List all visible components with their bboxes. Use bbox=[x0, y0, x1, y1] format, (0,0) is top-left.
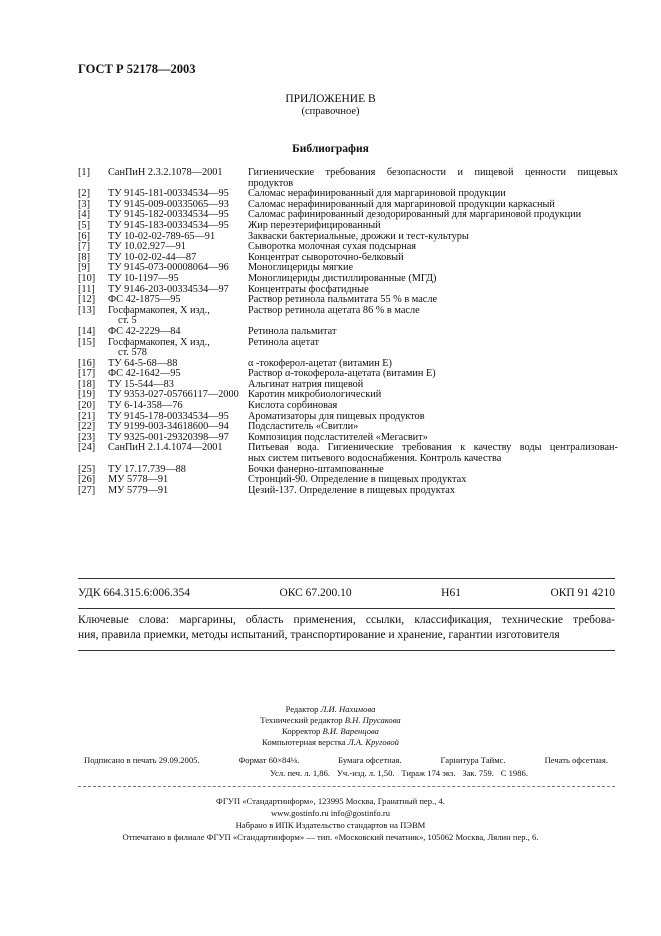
item-code-text: ТУ 64-5-68—88 bbox=[108, 357, 178, 369]
item-description-text: Раствор ретинола ацетата 86 % в масле bbox=[248, 304, 420, 316]
item-description bbox=[248, 338, 618, 359]
copies: Тираж 174 экз. bbox=[401, 768, 456, 778]
item-description-text: Питьевая вода. Гигиенические требования к качеству воды централизован- bbox=[248, 442, 618, 454]
item-description-text: Моноглицериды дистиллированные (МГД) bbox=[248, 272, 437, 284]
item-code-text: ТУ 9145-009-00335065—93 bbox=[108, 198, 229, 210]
item-description-text: Моноглицериды мягкие bbox=[248, 262, 354, 274]
item-code-text: ТУ 10.02.927—91 bbox=[108, 241, 186, 253]
item-number: [1] bbox=[78, 167, 91, 178]
typeface: Гарнитура Таймс. bbox=[440, 755, 506, 765]
item-code-text: ТУ 15-544—83 bbox=[108, 378, 174, 390]
item-code-text: ТУ 9145-182-00334534—95 bbox=[108, 209, 229, 221]
item-number: [7] bbox=[78, 241, 91, 253]
item-number: [5] bbox=[78, 219, 91, 231]
item-description-cont: продуктов bbox=[248, 177, 294, 189]
item-code bbox=[108, 338, 248, 359]
item-code-text: ТУ 9145-181-00334534—95 bbox=[108, 188, 229, 200]
paper: Бумага офсетная. bbox=[338, 755, 402, 765]
item-number: [9] bbox=[78, 262, 91, 274]
item-code-text: ТУ 9199-003-34618600—94 bbox=[108, 421, 229, 433]
item-code-text: ТУ 10-02-02-789-65—91 bbox=[108, 230, 216, 242]
item-number: [8] bbox=[78, 251, 91, 263]
item-code bbox=[108, 306, 248, 327]
corrector-name: В.И. Варенцова bbox=[322, 726, 379, 736]
item-number: [22] bbox=[78, 421, 96, 433]
item-description-text: Цезий-137. Определение в пищевых продуктах bbox=[248, 484, 456, 496]
item-code-cont: ст. 578 bbox=[118, 347, 147, 359]
item-code bbox=[108, 168, 248, 189]
item-number: [16] bbox=[78, 357, 96, 369]
item-description bbox=[248, 168, 618, 189]
item-code-text: Госфармакопея, X изд., bbox=[108, 304, 210, 316]
item-number: [20] bbox=[78, 400, 96, 412]
bibliography-item bbox=[78, 486, 618, 497]
divider-bottom bbox=[78, 650, 615, 651]
item-number: [23] bbox=[78, 431, 96, 443]
item-description-text: Кислота сорбиновая bbox=[248, 400, 338, 412]
item-description-text: Гигиенические требования безопасности и пищевой ценности пищевых bbox=[248, 167, 618, 178]
item-number: [6] bbox=[78, 230, 91, 242]
item-description-text: Закваски бактериальные, дрожжи и тест-культуры bbox=[248, 230, 469, 242]
item-code-text: ТУ 9146-203-00334534—97 bbox=[108, 283, 229, 295]
item-code-cont: ст. 5 bbox=[118, 315, 137, 327]
item-number: [17] bbox=[78, 368, 96, 380]
tech-editor-label: Технический редактор bbox=[260, 715, 343, 725]
item-description-text: Раствор ретинола пальмитата 55 % в масле bbox=[248, 294, 438, 306]
bibliography-item bbox=[78, 306, 618, 327]
item-code-text: МУ 5779—91 bbox=[108, 484, 169, 496]
footer-printed: Отпечатано в филиале ФГУП «Стандартинформ» — тип. «Московский печатник», 105062 Москва, Лялин пер., 6. bbox=[122, 832, 539, 842]
bibliography-item bbox=[78, 168, 618, 189]
item-description-text: Раствор α-токоферола-ацетата (витамин Е) bbox=[248, 368, 436, 380]
appendix-subtitle: (справочное) bbox=[301, 106, 360, 117]
item-code bbox=[108, 443, 248, 464]
item-description bbox=[248, 306, 618, 327]
item-description-text: Сыворотка молочная сухая подсырная bbox=[248, 241, 417, 253]
print-type: Печать офсетная. bbox=[544, 755, 608, 765]
publishing-info bbox=[84, 754, 608, 780]
item-code-text: Госфармакопея, X изд., bbox=[108, 336, 210, 348]
corrector-label: Корректор bbox=[282, 726, 321, 736]
item-description bbox=[248, 486, 618, 497]
item-code-text: ФС 42-2229—84 bbox=[108, 325, 181, 337]
item-number: [15] bbox=[78, 336, 96, 348]
item-number: [26] bbox=[78, 474, 96, 486]
okp-code: ОКП 91 4210 bbox=[550, 587, 615, 599]
item-number: [2] bbox=[78, 188, 91, 200]
item-number: [10] bbox=[78, 272, 96, 284]
bibliography-item bbox=[78, 443, 618, 464]
item-code-text: ТУ 10-1197—95 bbox=[108, 272, 179, 284]
item-description-text: Жир переэтерифицированный bbox=[248, 219, 381, 231]
item-code-text: ТУ 10-02-02-44—87 bbox=[108, 251, 197, 263]
layout-label: Компьютерная верстка bbox=[262, 737, 346, 747]
item-number: [4] bbox=[78, 209, 91, 221]
divider-top bbox=[78, 578, 615, 579]
item-description-text: Ретинола пальмитат bbox=[248, 325, 337, 337]
editor-name: Л.И. Нахимова bbox=[320, 704, 376, 714]
item-description-text: Ароматизаторы для пищевых продуктов bbox=[248, 410, 425, 422]
item-number: [13] bbox=[78, 304, 96, 316]
item-description-text: α -токоферол-ацетат (витамин Е) bbox=[248, 357, 392, 369]
divider-mid bbox=[78, 608, 615, 609]
footer-typeset: Набрано в ИПК Издательство стандартов на ПЭВМ bbox=[235, 820, 426, 830]
bibliography-list bbox=[78, 168, 618, 496]
group-code: Н61 bbox=[441, 587, 461, 599]
item-code-text: СанПиН 2.3.2.1078—2001 bbox=[108, 167, 223, 178]
bibliography-item bbox=[78, 338, 618, 359]
standard-code: ГОСТ Р 52178—2003 bbox=[78, 62, 196, 76]
item-number: [12] bbox=[78, 294, 96, 306]
item-description-text: Саломас нерафинированный для маргариновой продукции каркасный bbox=[248, 198, 555, 210]
item-number: [24] bbox=[78, 442, 96, 454]
item-description-text: Композиция подсластителей «Мегасвит» bbox=[248, 431, 428, 443]
item-description-text: Бочки фанерно-штампованные bbox=[248, 463, 384, 475]
item-code-text: ФС 42-1875—95 bbox=[108, 294, 181, 306]
item-code-text: ТУ 9145-178-00334534—95 bbox=[108, 410, 229, 422]
item-code-text: ТУ 17.17.739—88 bbox=[108, 463, 186, 475]
item-description-text: Альгинат натрия пищевой bbox=[248, 378, 364, 390]
item-number: [21] bbox=[78, 410, 96, 422]
item-number: [3] bbox=[78, 198, 91, 210]
item-description-text: Подсластитель «Свитли» bbox=[248, 421, 359, 433]
footer-web: www.gostinfo.ru info@gostinfo.ru bbox=[270, 808, 391, 818]
dashed-divider bbox=[78, 786, 615, 787]
udk-code: УДК 664.315.6:006.354 bbox=[78, 587, 190, 599]
item-code-text: МУ 5778—91 bbox=[108, 474, 169, 486]
keywords bbox=[78, 613, 615, 642]
tech-editor-line bbox=[0, 715, 661, 726]
item-description-text: Стронций-90. Определение в пищевых продуктах bbox=[248, 474, 467, 486]
signed-date: Подписано в печать 29.09.2005. bbox=[84, 755, 200, 765]
layout-name: Л.А. Круговой bbox=[347, 737, 399, 747]
bibliography-title: Библиография bbox=[292, 143, 369, 155]
corrector-line bbox=[0, 726, 661, 737]
item-number: [19] bbox=[78, 389, 96, 401]
item-code-text: ТУ 9353-027-05766117—2000 bbox=[108, 389, 239, 401]
c-number: С 1986. bbox=[500, 768, 528, 778]
tech-editor-name: В.Н. Прусакова bbox=[344, 715, 401, 725]
item-code-text: СанПиН 2.1.4.1074—2001 bbox=[108, 442, 223, 454]
item-description bbox=[248, 443, 618, 464]
editor-line bbox=[0, 704, 661, 715]
print-sheets: Усл. печ. л. 1,86. bbox=[270, 768, 331, 778]
appendix-title: ПРИЛОЖЕНИЕ В bbox=[285, 93, 376, 105]
classification-row bbox=[78, 587, 615, 599]
publisher-sheets: Уч.-изд. л. 1,50. bbox=[336, 768, 395, 778]
item-code-text: ТУ 9145-073-00008064—96 bbox=[108, 262, 229, 274]
item-description-text: Концентрат сывороточно-белковый bbox=[248, 251, 404, 263]
item-number: [25] bbox=[78, 463, 96, 475]
editor-label: Редактор bbox=[285, 704, 319, 714]
keywords-line-2: ния, правила приемки, методы испытаний, транспортирование и хранение, гарантии изготовителя bbox=[78, 628, 560, 641]
item-description-text: Каротин микробиологический bbox=[248, 389, 382, 401]
layout-line bbox=[0, 737, 661, 748]
keywords-line-1: Ключевые слова: маргарины, область применения, ссылки, классификация, технические требова- bbox=[78, 614, 615, 626]
item-description-cont: ных систем питьевого водоснабжения. Контроль качества bbox=[248, 453, 502, 465]
item-code-text: ТУ 9145-183-00334534—95 bbox=[108, 219, 229, 231]
item-number: [27] bbox=[78, 484, 96, 496]
order-number: Зак. 759. bbox=[462, 768, 494, 778]
item-description-text: Ретинола ацетат bbox=[248, 336, 320, 348]
item-description-text: Саломас нерафинированный для маргариновой продукции bbox=[248, 188, 506, 200]
item-number: [14] bbox=[78, 325, 96, 337]
item-description-text: Саломас рафинированный дезодорированный для маргариновой продукции bbox=[248, 209, 582, 221]
item-code-text: ТУ 9325-001-29320398—97 bbox=[108, 431, 229, 443]
item-code-text: ТУ 6-14-358—76 bbox=[108, 400, 183, 412]
item-code-text: ФС 42-1642—95 bbox=[108, 368, 181, 380]
item-code bbox=[108, 486, 248, 497]
oks-code: ОКС 67.200.10 bbox=[279, 587, 352, 599]
item-number: [11] bbox=[78, 283, 95, 295]
item-description-text: Концентраты фосфатидные bbox=[248, 283, 369, 295]
footer-address: ФГУП «Стандартинформ», 123995 Москва, Гранатный пер., 4. bbox=[216, 796, 445, 806]
item-number: [18] bbox=[78, 378, 96, 390]
format: Формат 60×84⅛. bbox=[238, 755, 300, 765]
